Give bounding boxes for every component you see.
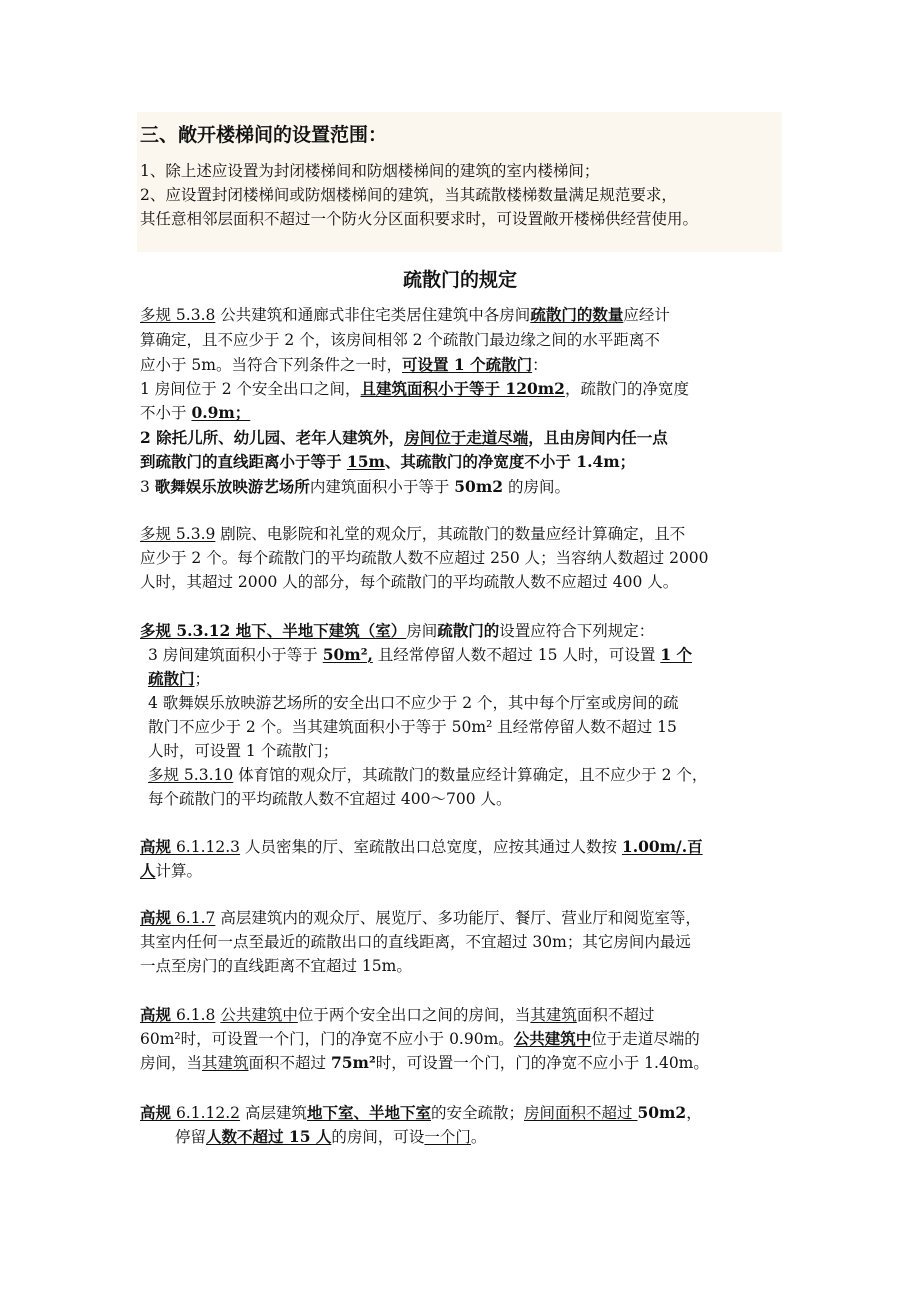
emphasis: 其建筑 [202,1054,249,1072]
p3-line-6: 人时，可设置 1 个疏散门； [148,742,339,760]
text: 房间 [406,622,438,640]
p1-line-4 [140,378,689,400]
text: ： [532,356,548,374]
text: 高层建筑内的观众厅、展览厅、多功能厅、餐厅、营业厅和阅览室等， [215,909,701,927]
emphasis: 人 [140,861,156,880]
p5-line-3: 一点至房门的直线距离不宜超过 15m。 [140,957,412,975]
emphasis: 疏散门的 [437,621,500,640]
code-ref: 高规 [140,908,172,927]
code-num: 6.1.7 [171,909,216,927]
code-num: 6.1.8 [171,1006,216,1024]
emphasis: 50m², [322,645,373,664]
p4-line-2 [140,860,202,882]
text: 应经计 [623,306,670,324]
code-num: 6.1.12.2 [171,1104,241,1122]
text: 位于走道尽端的 [591,1030,700,1048]
text: ，且由房间内任一点 [528,428,668,447]
text: 1 房间位于 2 个安全出口之间， [140,380,361,398]
emphasis: 50m2 [454,477,504,496]
page-heading: 疏散门的规定 [402,269,517,291]
code-num: 6.1.12.3 [171,838,241,856]
text: ，疏散门的净宽度 [564,380,689,398]
p6-line-1 [140,1004,654,1026]
p5-line-2: 其室内任何一点至最近的疏散出口的直线距离，不宜超过 30m；其它房间内最远 [140,933,691,951]
text: 停留 [175,1128,207,1146]
emphasis: 疏散门 [148,669,195,688]
text: 不小于 [140,404,192,422]
text: ； [194,670,211,688]
text: 3 房间建筑面积小于等于 [148,646,323,664]
text: 且经常停留人数不超过 15 人时，可设置 [372,646,661,664]
emphasis: 15m [346,452,385,471]
text: 内建筑面积小于等于 [309,478,455,496]
p5-line-1 [140,907,701,929]
code-ref: 多规 5.3.12 [140,621,231,640]
emphasis: 其建筑 [530,1006,577,1024]
emphasis: 且建筑面积小于等于 120m2 [360,379,565,398]
text: 面积不超过 [576,1006,655,1024]
p6-line-3 [140,1052,709,1074]
p4-line-1 [140,836,703,858]
code-ref: 高规 [140,837,172,856]
p2-line-1 [140,523,685,545]
text: 剧院、电影院和礼堂的观众厅，其疏散门的数量应经计算确定，且不 [215,525,686,543]
p7-line-1 [140,1102,702,1124]
text: 2 除托儿所、幼儿园、老年人建筑外， [140,428,405,447]
text: 、其疏散门的净宽度不小于 1.4m； [384,452,636,471]
text: 人员密集的厅、室疏散出口总宽度，应按其通过人数按 [240,838,622,856]
p1-line-1 [140,304,670,326]
p3-line-1 [140,620,654,642]
emphasis: 75m² [330,1053,376,1072]
p3-line-5: 散门不应少于 2 个。当其建筑面积小于等于 50m² 且经常停留人数不超过 15 [148,718,677,736]
code-ref: 多规 5.3.9 [140,525,216,543]
emphasis: 1 个 [660,645,692,664]
emphasis: 房间面积不超过 [524,1104,638,1122]
emphasis: 房间位于走道尽端 [404,428,529,447]
p3-line-3 [148,668,210,690]
p7-line-2 [175,1126,486,1148]
text: 设置应符合下列规定： [499,622,655,640]
p1-line-7 [140,451,635,473]
p1-line-2: 算确定，且不应少于 2 个，该房间相邻 2 个疏散门最边缘之间的水平距离不 [140,331,660,349]
section-title: 三、敞开楼梯间的设置范围： [140,124,388,146]
text: 计算。 [155,862,203,880]
text: ， [686,1104,702,1122]
text: 60m²时，可设置一个门，门的净宽不应小于 0.90m。 [140,1030,514,1048]
text: 面积不超过 [248,1054,331,1072]
emphasis: 歌舞娱乐放映游艺场所 [154,477,310,496]
p6-line-2 [140,1028,700,1050]
emphasis: 地下、半地下建筑（室） [230,621,407,640]
section-line-3: 其任意相邻层面积不超过一个防火分区面积要求时，可设置敞开楼梯供经营使用。 [140,210,699,228]
text: 时，可设置一个门，门的净宽不应小于 1.40m。 [375,1054,709,1072]
text: 公共建筑和通廊式非住宅类居住建筑中各房间 [215,306,531,324]
emphasis: 地下室、半地下室 [306,1103,431,1122]
code-ref: 高规 [140,1103,172,1122]
text: 高层建筑 [240,1104,307,1122]
p2-line-3: 人时，其超过 2000 人的部分，每个疏散门的平均疏散人数不应超过 400 人。 [140,573,679,591]
text: 房间，当 [140,1054,203,1072]
p3-line-4: 4 歌舞娱乐放映游艺场所的安全出口不应少于 2 个，其中每个厅室或房间的疏 [148,694,679,712]
p1-line-3 [140,354,548,376]
code-ref: 多规 5.3.8 [140,306,216,324]
text: 的安全疏散； [431,1104,525,1122]
emphasis: 公共建筑中 [513,1029,592,1048]
text: 体育馆的观众厅，其疏散门的数量应经计算确定，且不应少于 2 个， [233,766,708,784]
p1-line-5 [140,402,250,424]
text: 应小于 5m。当符合下列条件之一时， [140,356,402,374]
p3-line-2 [148,644,692,666]
emphasis: 可设置 1 个疏散门 [402,355,533,374]
emphasis: 一个门 [424,1128,471,1146]
p1-line-8 [140,476,570,498]
p2-line-2: 应少于 2 个。每个疏散门的平均疏散人数不应超过 250 人；当容纳人数超过 2000 [140,549,709,567]
p3-line-8: 每个疏散门的平均疏散人数不宜超过 400～700 人。 [148,790,512,808]
emphasis: 公共建筑中 [220,1006,298,1024]
text: 的房间，可设 [331,1128,425,1146]
text: 3 [140,478,155,496]
text: 到疏散门的直线距离小于等于 [140,452,347,471]
emphasis: 1.00m/.百 [621,837,703,856]
emphasis: 50m2 [637,1103,687,1122]
text: 位于两个安全出口之间的房间，当 [297,1006,531,1024]
code-ref: 多规 5.3.10 [148,766,234,784]
emphasis: 人数不超过 15 人 [206,1127,332,1146]
section-line-2: 2、应设置封闭楼梯间或防烟楼梯间的建筑，当其疏散楼梯数量满足规范要求， [140,186,677,204]
p3-line-7 [148,764,707,786]
emphasis: 0.9m； [191,403,251,422]
emphasis: 疏散门的数量 [530,305,624,324]
text: 的房间。 [503,478,570,496]
section-line-1: 1、除上述应设置为封闭楼梯间和防烟楼梯间的建筑的室内楼梯间； [140,162,600,180]
code-ref: 高规 [140,1005,172,1024]
text: 。 [470,1128,487,1146]
p1-line-6 [140,427,668,449]
